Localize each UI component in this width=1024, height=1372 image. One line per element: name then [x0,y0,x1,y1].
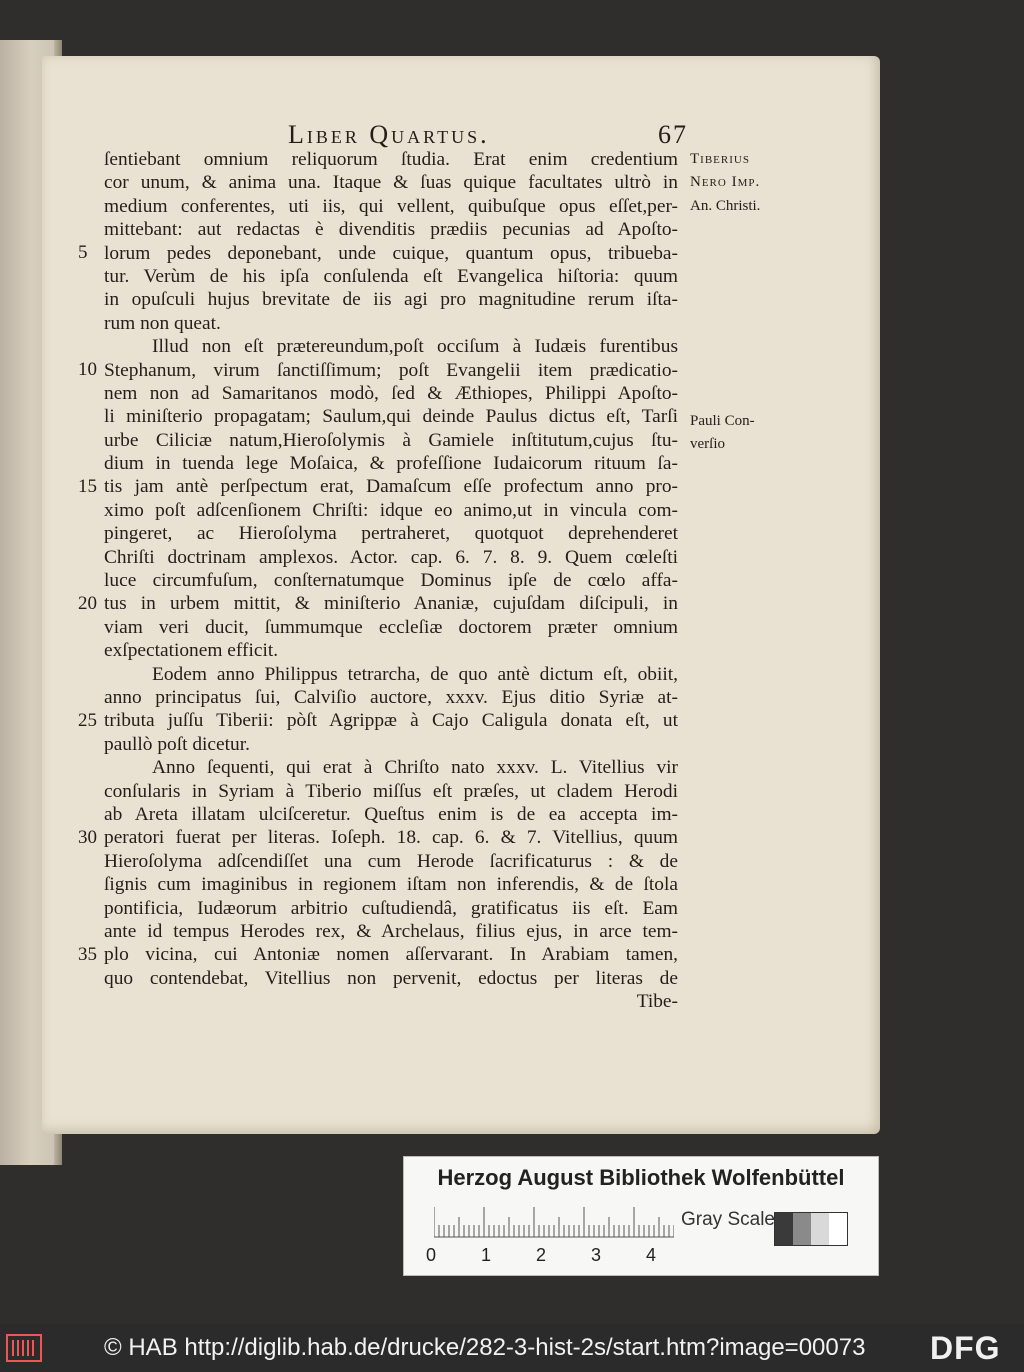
text-line: tur. Verùm de his ipſa conſulenda eſt Evangelica hiſtoria: quum [104,265,678,287]
text-line: ab Areta illatam ulciſceretur. Queſtus enim is de ea accepta im- [104,803,678,825]
line-number: 35 [78,943,97,965]
text-line: rum non queat. [104,312,221,334]
page-title: Liber Quartus. [288,120,490,149]
margin-note-pauli [690,410,755,457]
text-line: Anno ſequenti, qui erat à Chriſto nato xxxv. L. Vitellius vir [152,757,678,779]
margin-note-line: Tiberius [690,151,750,167]
text-line: tis jam antè perſpectum erat, Damaſcum eſſe profectum anno pro- [104,476,678,498]
text-line: anno principatus ſui, Calviſio auctore, xxxv. Ejus ditio Syriæ at- [104,686,678,708]
text-line: exſpectationem efficit. [104,640,279,662]
text-line: viam veri ducit, ſummumque eccleſiæ doctorem præter omnium [104,616,678,638]
scale-number: 0 [426,1245,437,1265]
text-line: conſularis in Syriam à Tiberio miſſus eſt præſes, ut cladem Herodi [104,780,678,802]
text-line: mittebant: aut redactas è divenditis prædiis pecunias ad Apoſto- [104,219,678,241]
margin-note-line: An. Christi. [690,197,761,214]
gray-scale-label: Gray Scale [681,1209,775,1230]
scale-number: 3 [591,1245,602,1265]
line-number: 30 [78,826,97,848]
line-number: 5 [78,241,88,263]
footer-bar [0,1324,1024,1372]
text-line: peratori fuerat per literas. Ioſeph. 18. cap. 6. & 7. Vitellius, quum [104,827,678,849]
gray-swatch [829,1213,847,1245]
text-line: plo vicina, cui Antoniæ nomen aſſervarant. In Arabiam tamen, [104,944,678,966]
text-line: Illud non eſt prætereundum,poſt occiſum à Iudæis furentibus [152,336,678,358]
text-line: nem non ad Samaritanos modò, ſed & Æthiopes, Philippi Apoſto- [104,382,678,404]
gray-swatch [793,1213,811,1245]
barcode-icon [6,1332,42,1364]
line-number: 20 [78,592,97,614]
text-line: pontificia, Iudæorum arbitrio cuſtudiendâ, gratificatus iis eſt. Eam [104,897,678,919]
text-line: ximo poſt adſcenſionem Chriſti: idque eo animo,ut in vincula com- [104,499,678,521]
text-line: pingeret, ac Hieroſolyma pertraheret, quotquot deprehenderet [104,523,678,545]
body-text [104,148,678,1013]
gray-scale-swatches [774,1212,848,1246]
text-line: dium in tuenda lege Moſaica, & profeſſione Iudaicorum rituum ſa- [104,453,678,475]
page-number: 67 [658,120,688,149]
text-line: ſignis cum imaginibus in regionem iſtam non inferendis, & de ſtola [104,874,678,896]
text-line: Eodem anno Philippus tetrarcha, de quo antè dictum eſt, obiit, [152,663,678,685]
text-line: urbe Ciliciæ natum,Hieroſolymis à Gamiele inſtitutum,cujus ſtu- [104,429,678,451]
margin-note-line: Pauli Con- [690,413,755,429]
text-line: in opuſculi hujus brevitate de iis agi pro magnitudine rerum iſta- [104,289,678,311]
ruler-icon [434,1205,674,1245]
text-line: lorum pedes deponebant, unde cuique, quantum opus, tribueba- [104,242,678,264]
gray-swatch [811,1213,829,1245]
line-number: 15 [78,475,97,497]
library-label-card [403,1156,879,1276]
text-line: cor unum, & anima una. Itaque & ſuas quique facultates ultrò in [104,172,678,194]
institution-name: Herzog August Bibliothek Wolfenbüttel [437,1165,845,1190]
text-line: Chriſti doctrinam amplexos. Actor. cap. 6. 7. 8. 9. Quem cœleſti [104,546,678,568]
line-number: 10 [78,358,97,380]
text-line: paullò poſt dicetur. [104,733,250,755]
scale-number: 1 [481,1245,492,1265]
margin-note-tiberius [690,148,760,218]
text-line: ante id tempus Herodes rex, & Archelaus, filius ejus, in arce tem- [104,920,678,942]
text-line: luce circumfuſum, conſternatumque Dominus ipſe de cœlo affa- [104,570,678,592]
margin-note-line: Nero Imp. [690,174,761,191]
scale-number: 2 [536,1245,547,1265]
scale-numbers [426,1245,686,1269]
copyright-link[interactable]: © HAB http://diglib.hab.de/drucke/282-3-hist-2s/start.htm?image=00073 [104,1334,866,1361]
gray-swatch [775,1213,793,1245]
text-line: Stephanum, virum ſanctiſſimum; poſt Evangelii item prædicatio- [104,359,678,381]
text-line: Hieroſolyma adſcendiſſet una cum Herode ſacrificaturus : & de [104,850,678,872]
text-line: ſentiebant omnium reliquorum ſtudia. Erat enim credentium [104,149,678,170]
margin-note-line: verſio [690,436,725,453]
text-line: medium conferentes, uti iis, qui vellent, quibuſque opus eſſet,per- [104,195,678,217]
text-line: li miniſterio propagatam; Saulum,qui deinde Paulus dictus eſt, Tarſi [104,406,678,428]
text-line: tus in urbem mittit, & miniſterio Ananiæ, cujuſdam diſcipuli, in [104,593,678,615]
text-line: Tibe- [636,991,678,1013]
text-line: quo contendebat, Vitellius non pervenit, edoctus per literas de [104,967,678,989]
dfg-logo: DFG [930,1330,1001,1366]
line-number: 25 [78,709,97,731]
scale-number: 4 [646,1245,657,1265]
text-line: tributa juſſu Tiberii: pòſt Agrippæ à Cajo Caligula donata eſt, ut [104,710,678,732]
